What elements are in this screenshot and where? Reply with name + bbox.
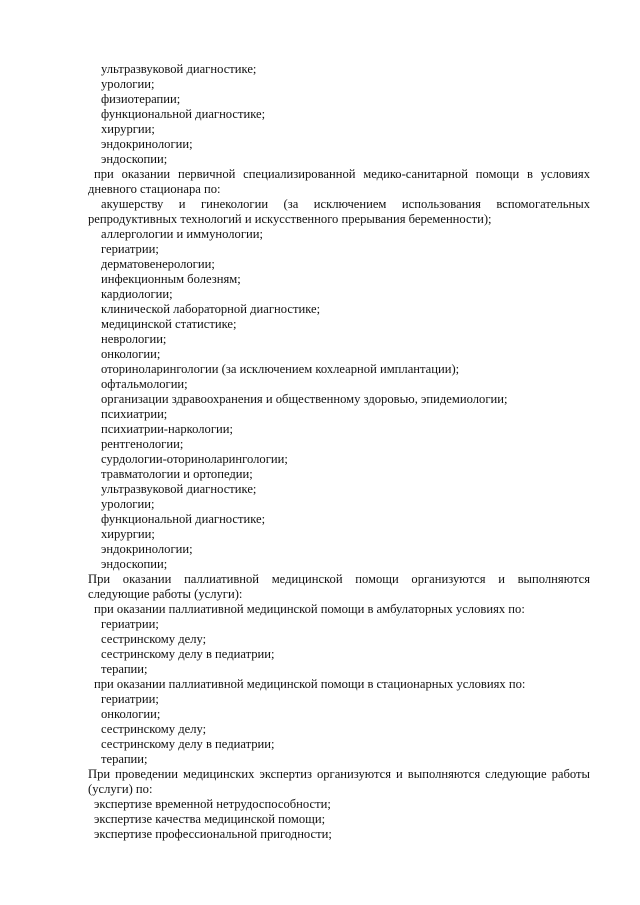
list-item: эндоскопии; [101, 557, 168, 571]
list-item: терапии; [101, 752, 148, 766]
list-item: неврологии; [101, 332, 167, 346]
paragraph-line: При оказании паллиативной медицинской помощи организуются и выполняются [88, 572, 590, 586]
paragraph-line: акушерству и гинекологии (за исключением использования вспомогательных [101, 197, 590, 211]
paragraph-line: (услуги) по: [88, 782, 153, 796]
list-item: травматологии и ортопедии; [101, 467, 253, 481]
list-item: сурдологии-оториноларингологии; [101, 452, 288, 466]
paragraph-line: дневного стационара по: [88, 182, 221, 196]
list-item: эндоскопии; [101, 152, 168, 166]
list-item: медицинской статистике; [101, 317, 237, 331]
list-item: оториноларингологии (за исключением кохлеарной имплантации); [101, 362, 460, 376]
subheading-line: при оказании паллиативной медицинской помощи в стационарных условиях по: [94, 677, 526, 691]
list-item: гериатрии; [101, 617, 159, 631]
list-item: психиатрии-наркологии; [101, 422, 233, 436]
list-item: эндокринологии; [101, 137, 193, 151]
list-item: сестринскому делу в педиатрии; [101, 737, 275, 751]
list-item: клинической лабораторной диагностике; [101, 302, 321, 316]
list-item: функциональной диагностике; [101, 107, 266, 121]
list-item: экспертизе профессиональной пригодности; [94, 827, 332, 841]
list-item: хирургии; [101, 122, 155, 136]
paragraph-line: следующие работы (услуги): [88, 587, 243, 601]
list-item: сестринскому делу; [101, 632, 207, 646]
list-item: гериатрии; [101, 692, 159, 706]
subheading-line: при оказании паллиативной медицинской помощи в амбулаторных условиях по: [94, 602, 525, 616]
list-item: эндокринологии; [101, 542, 193, 556]
list-item: онкологии; [101, 707, 161, 721]
list-item: ультразвуковой диагностике; [101, 482, 257, 496]
list-item: онкологии; [101, 347, 161, 361]
list-item: сестринскому делу; [101, 722, 207, 736]
list-item: урологии; [101, 497, 155, 511]
list-item: рентгенологии; [101, 437, 184, 451]
list-item: гериатрии; [101, 242, 159, 256]
list-item: кардиологии; [101, 287, 173, 301]
list-item: физиотерапии; [101, 92, 181, 106]
list-item: хирургии; [101, 527, 155, 541]
list-item: офтальмологии; [101, 377, 188, 391]
list-item: дерматовенерологии; [101, 257, 215, 271]
paragraph-line: репродуктивных технологий и искусственного прерывания беременности); [88, 212, 492, 226]
list-item: экспертизе качества медицинской помощи; [94, 812, 326, 826]
list-item: урологии; [101, 77, 155, 91]
list-item: сестринскому делу в педиатрии; [101, 647, 275, 661]
list-item: аллергологии и иммунологии; [101, 227, 263, 241]
list-item: терапии; [101, 662, 148, 676]
list-item: психиатрии; [101, 407, 168, 421]
list-item: организации здравоохранения и общественному здоровью, эпидемиологии; [101, 392, 508, 406]
paragraph-line: при оказании первичной специализированной медико-санитарной помощи в условиях [94, 167, 590, 181]
list-item: экспертизе временной нетрудоспособности; [94, 797, 331, 811]
paragraph-line: При проведении медицинских экспертиз организуются и выполняются следующие работы [88, 767, 590, 781]
list-item: ультразвуковой диагностике; [101, 62, 257, 76]
list-item: инфекционным болезням; [101, 272, 241, 286]
list-item: функциональной диагностике; [101, 512, 266, 526]
